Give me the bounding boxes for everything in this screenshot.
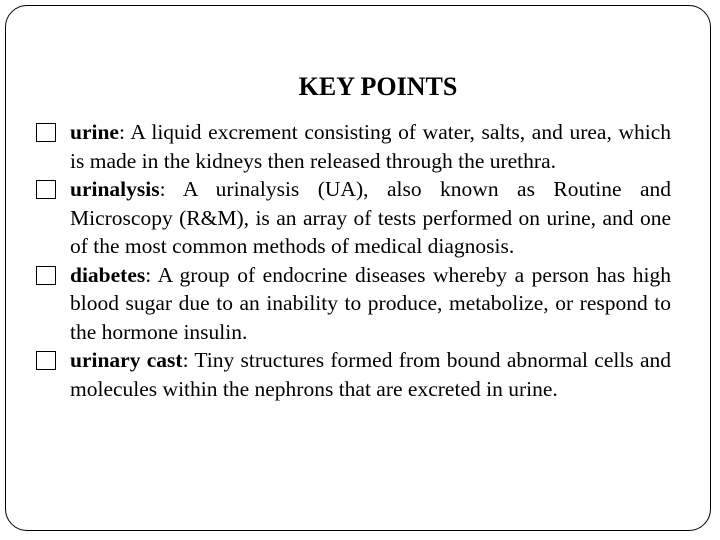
term-label: diabetes bbox=[70, 262, 146, 287]
term-label: urinary cast bbox=[70, 348, 183, 372]
square-bullet-icon bbox=[36, 180, 56, 199]
key-point-urine bbox=[36, 118, 671, 175]
definition-text: : Tiny structures formed from bound abnormal cells and molecules within the nephrons that are excreted in urine. bbox=[70, 348, 671, 401]
definition-text: : A group of endocrine diseases whereby a person has high blood sugar due to an inability to produce, metabolize, or respond to the hormone insulin. bbox=[70, 262, 671, 344]
key-points-list bbox=[36, 118, 671, 403]
term-label: urinalysis bbox=[70, 177, 160, 201]
definition-text: : A urinalysis (UA), also known as Routine and Microscopy (R&M), is an array of tests performed on urine, and one of the most common methods of medical diagnosis. bbox=[70, 177, 671, 258]
square-bullet-icon bbox=[36, 266, 56, 285]
key-point-diabetes bbox=[36, 261, 671, 347]
definition-text: : A liquid excrement consisting of water, salts, and urea, which is made in the kidneys then released through the urethra. bbox=[70, 120, 671, 173]
term-label: urine bbox=[70, 120, 119, 144]
key-point-urinary-cast bbox=[36, 346, 671, 403]
slide-title: KEY POINTS bbox=[298, 72, 458, 101]
square-bullet-icon bbox=[36, 351, 56, 370]
square-bullet-icon bbox=[36, 123, 56, 142]
key-point-urinalysis bbox=[36, 175, 671, 261]
